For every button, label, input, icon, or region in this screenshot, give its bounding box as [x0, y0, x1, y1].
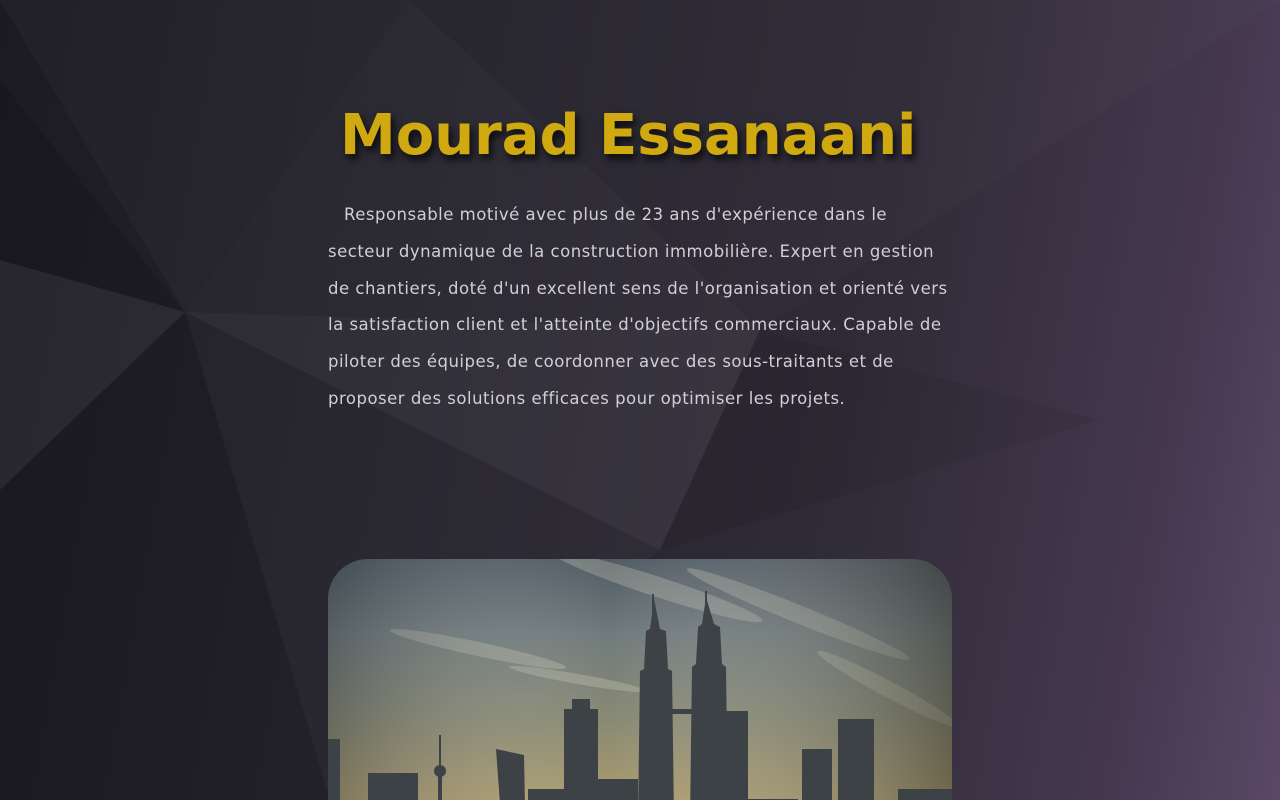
bio-paragraph: Responsable motivé avec plus de 23 ans d'expérience dans le secteur dynamique de la construction immobilière. Expert en gestion de chantiers, doté d'un excellent sens de l'organisation et orienté vers la satisfaction client et l'atteinte d'objectifs commerciaux. Capable de piloter des équipes, de coordonner avec des sous-traitants et de proposer des solutions efficaces pour optimiser les projets.	[328, 205, 948, 408]
hero-section	[328, 100, 952, 418]
page-title: Mourad Essanaani	[340, 103, 917, 168]
city-skyline-photo	[328, 559, 952, 800]
